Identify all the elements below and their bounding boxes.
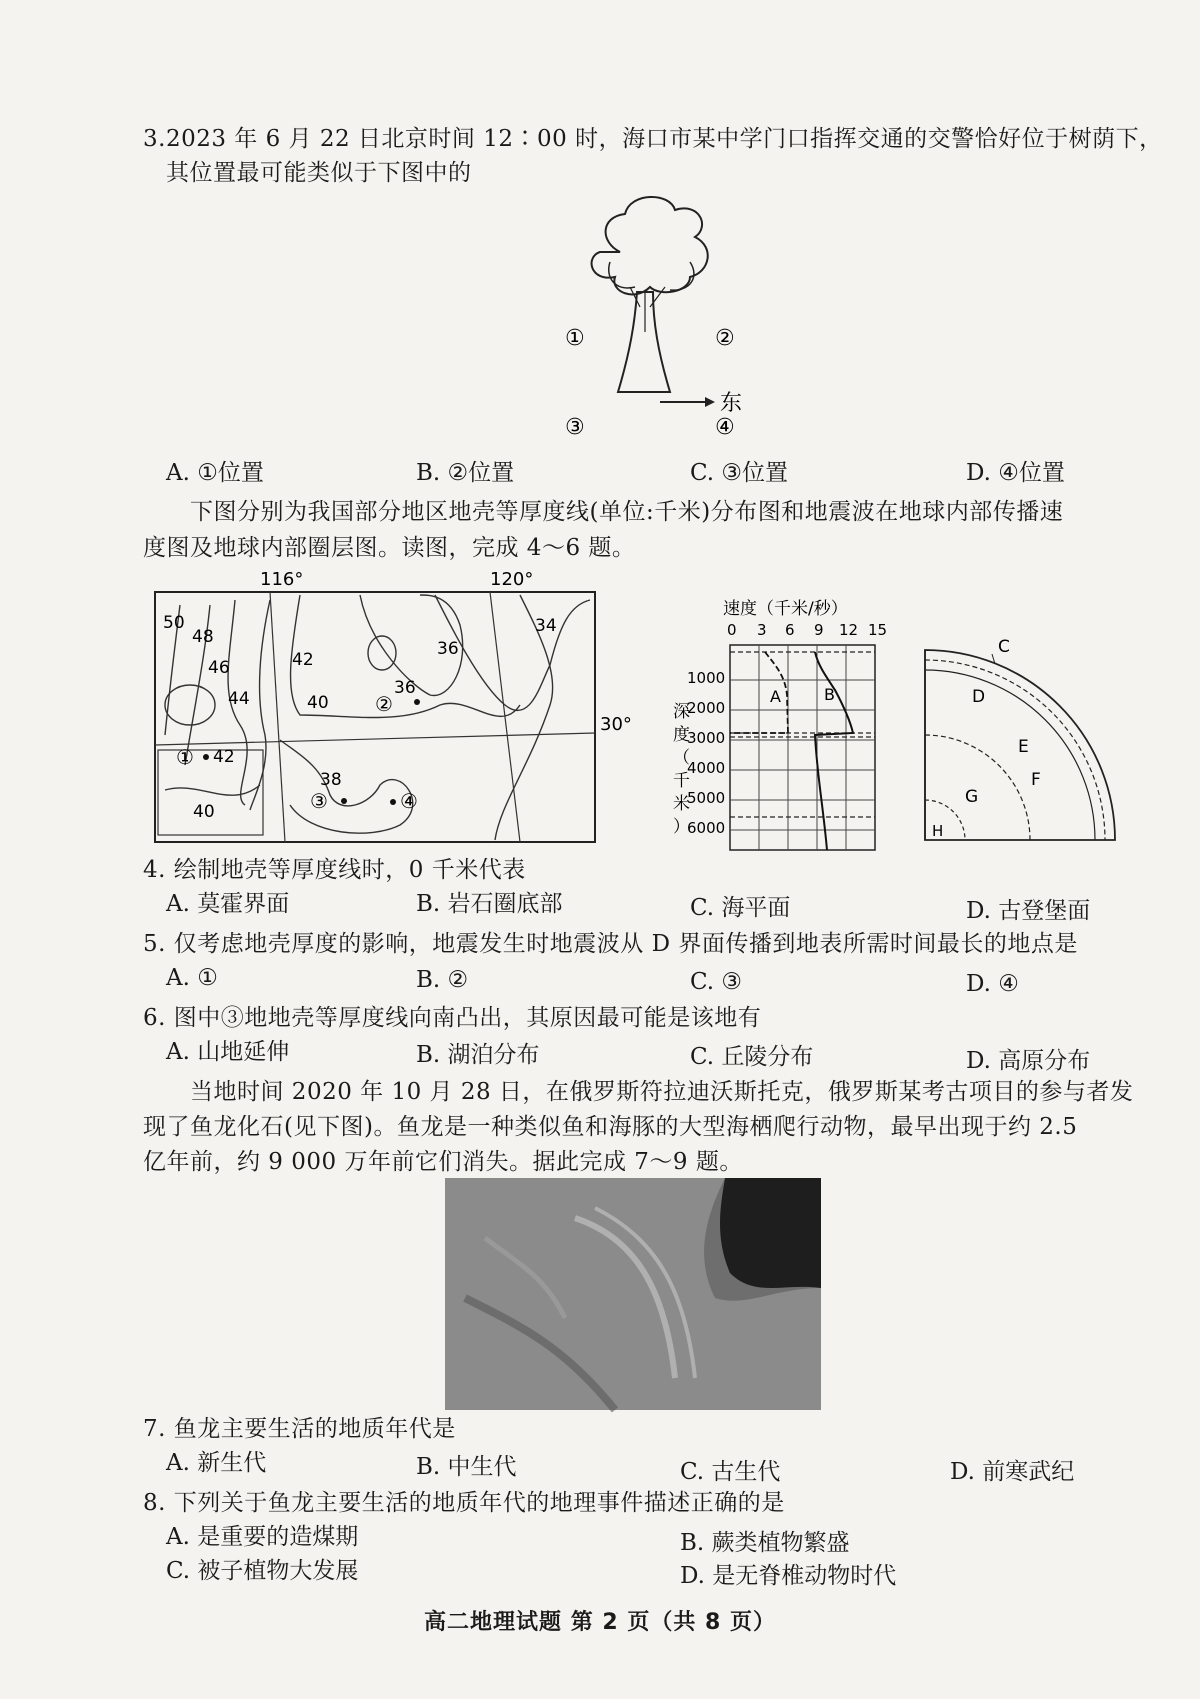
q5-stem: 5. 仅考虑地壳厚度的影响，地震发生时地震波从 D 界面传播到地表所需时间最长的地点是 bbox=[143, 931, 1078, 957]
tree-trunk bbox=[618, 292, 670, 392]
intro-7-9-line1: 当地时间 2020 年 10 月 28 日，在俄罗斯符拉迪沃斯托克，俄罗斯某考古项目的参与者发 bbox=[190, 1079, 1134, 1105]
intro-4-6-line1: 下图分别为我国部分地区地壳等厚度线(单位:千米)分布图和地震波在地球内部传播速 bbox=[190, 499, 1064, 525]
map-point-3: ③ bbox=[310, 789, 328, 813]
q4-option-d[interactable]: D. 古登堡面 bbox=[966, 898, 1091, 924]
contour-42: 42 bbox=[292, 650, 314, 670]
layer-g-label: G bbox=[965, 787, 979, 807]
q3-stem-line2: 其位置最可能类似于下图中的 bbox=[166, 160, 472, 186]
q4-option-b[interactable]: B. 岩石圈底部 bbox=[416, 891, 563, 917]
y-tick-2000: 2000 bbox=[687, 699, 726, 717]
ichthyosaur-fossil-photo bbox=[445, 1178, 821, 1410]
contour-36b: 36 bbox=[394, 678, 416, 698]
y-label-2: 度 bbox=[673, 725, 690, 745]
contour-38: 38 bbox=[320, 770, 342, 790]
q4-option-a[interactable]: A. 莫霍界面 bbox=[166, 891, 290, 917]
q4-option-c[interactable]: C. 海平面 bbox=[690, 895, 791, 921]
q7-option-a[interactable]: A. 新生代 bbox=[166, 1450, 267, 1476]
y-label-4: 千 bbox=[673, 771, 690, 791]
x-tick-0: 0 bbox=[727, 621, 737, 639]
q3-option-c[interactable]: C. ③位置 bbox=[690, 460, 789, 486]
curve-b-label: B bbox=[824, 685, 835, 704]
map-point-4: ④ bbox=[400, 789, 418, 813]
contour-46: 46 bbox=[208, 658, 230, 678]
q7-option-d[interactable]: D. 前寒武纪 bbox=[950, 1459, 1075, 1485]
map-point-1: ① bbox=[176, 745, 194, 769]
q5-option-c[interactable]: C. ③ bbox=[690, 969, 743, 995]
y-tick-4000: 4000 bbox=[687, 759, 726, 777]
intro-4-6-line2: 度图及地球内部圈层图。读图，完成 4～6 题。 bbox=[143, 535, 636, 561]
contour-40b: 40 bbox=[193, 802, 215, 822]
contour-34: 34 bbox=[535, 616, 557, 636]
x-tick-12: 12 bbox=[839, 621, 859, 639]
q8-option-b[interactable]: B. 蕨类植物繁盛 bbox=[680, 1530, 850, 1556]
earth-layers-diagram bbox=[920, 637, 1120, 845]
crust-thickness-map bbox=[150, 565, 632, 845]
contour-48: 48 bbox=[192, 627, 214, 647]
contour-42b: 42 bbox=[213, 747, 235, 767]
layer-d-label: D bbox=[972, 687, 986, 707]
q3-option-d[interactable]: D. ④位置 bbox=[966, 460, 1065, 486]
q6-option-c[interactable]: C. 丘陵分布 bbox=[690, 1044, 814, 1070]
q7-option-c[interactable]: C. 古生代 bbox=[680, 1459, 781, 1485]
x-tick-6: 6 bbox=[785, 621, 795, 639]
y-label-5: 米 bbox=[673, 794, 690, 814]
y-tick-3000: 3000 bbox=[687, 729, 726, 747]
q5-option-a[interactable]: A. ① bbox=[166, 965, 218, 991]
seismic-wave-chart bbox=[675, 595, 925, 855]
x-tick-9: 9 bbox=[814, 621, 824, 639]
east-label: 东 bbox=[720, 391, 743, 416]
q3-stem-line1: 3.2023 年 6 月 22 日北京时间 12∶00 时，海口市某中学门口指挥交通的交警恰好位于树荫下， bbox=[143, 126, 1163, 152]
layer-h-label: H bbox=[932, 822, 944, 840]
y-label-1: 深 bbox=[673, 702, 690, 722]
contour-40: 40 bbox=[307, 693, 329, 713]
layer-e-label: E bbox=[1018, 737, 1029, 757]
q3-option-b[interactable]: B. ②位置 bbox=[416, 460, 515, 486]
layer-c-label: C bbox=[998, 637, 1010, 657]
lon-116-label: 116° bbox=[260, 569, 304, 590]
layer-f-label: F bbox=[1031, 770, 1041, 790]
tree-crown bbox=[592, 197, 708, 294]
y-tick-6000: 6000 bbox=[687, 819, 726, 837]
q8-option-d[interactable]: D. 是无脊椎动物时代 bbox=[680, 1563, 897, 1589]
q8-option-c[interactable]: C. 被子植物大发展 bbox=[166, 1558, 359, 1584]
contour-44: 44 bbox=[228, 689, 250, 709]
x-tick-15: 15 bbox=[868, 621, 888, 639]
q5-option-b[interactable]: B. ② bbox=[416, 967, 469, 993]
q6-option-b[interactable]: B. 湖泊分布 bbox=[416, 1042, 540, 1068]
contour-50: 50 bbox=[163, 613, 185, 633]
q8-stem: 8. 下列关于鱼龙主要生活的地质年代的地理事件描述正确的是 bbox=[143, 1490, 785, 1516]
wave-chart-title: 速度（千米/秒） bbox=[723, 599, 848, 619]
map-point-2: ② bbox=[375, 692, 393, 716]
intro-7-9-line3: 亿年前，约 9 000 万年前它们消失。据此完成 7～9 题。 bbox=[143, 1149, 743, 1175]
q8-option-a[interactable]: A. 是重要的造煤期 bbox=[166, 1524, 359, 1550]
q5-option-d[interactable]: D. ④ bbox=[966, 971, 1019, 997]
position-4-label: ④ bbox=[715, 415, 735, 440]
curve-b bbox=[815, 652, 853, 850]
q3-option-a[interactable]: A. ①位置 bbox=[166, 460, 264, 486]
intro-7-9-line2: 现了鱼龙化石(见下图)。鱼龙是一种类似鱼和海豚的大型海栖爬行动物，最早出现于约 2.5 bbox=[143, 1114, 1078, 1140]
contour-36a: 36 bbox=[437, 639, 459, 659]
q7-option-b[interactable]: B. 中生代 bbox=[416, 1454, 517, 1480]
position-2-label: ② bbox=[715, 326, 735, 351]
q4-stem: 4. 绘制地壳等厚度线时，0 千米代表 bbox=[143, 857, 526, 883]
lon-120-label: 120° bbox=[490, 569, 534, 590]
q6-option-a[interactable]: A. 山地延伸 bbox=[166, 1039, 290, 1065]
q6-option-d[interactable]: D. 高原分布 bbox=[966, 1048, 1091, 1074]
y-label-6: ） bbox=[673, 817, 690, 837]
curve-a-label: A bbox=[770, 687, 781, 706]
lat-30-label: 30° bbox=[600, 714, 632, 735]
y-tick-1000: 1000 bbox=[687, 669, 726, 687]
tree-figure bbox=[540, 192, 780, 452]
position-3-label: ③ bbox=[565, 415, 585, 440]
q7-stem: 7. 鱼龙主要生活的地质年代是 bbox=[143, 1416, 456, 1442]
position-1-label: ① bbox=[565, 326, 585, 351]
y-label-3: （ bbox=[673, 748, 690, 768]
y-tick-5000: 5000 bbox=[687, 789, 726, 807]
q6-stem: 6. 图中③地地壳等厚度线向南凸出，其原因最可能是该地有 bbox=[143, 1005, 762, 1031]
page-footer: 高二地理试题 第 2 页（共 8 页） bbox=[424, 1610, 776, 1635]
x-tick-3: 3 bbox=[757, 621, 767, 639]
